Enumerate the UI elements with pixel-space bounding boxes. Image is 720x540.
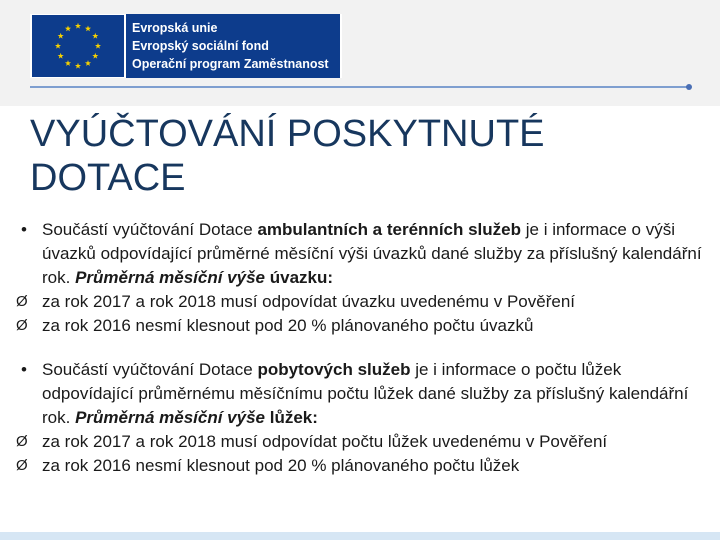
header-band xyxy=(0,0,720,106)
title-line-2: DOTACE xyxy=(30,157,186,199)
eu-star-icon xyxy=(55,43,61,49)
p2-text-b: je i informace o počtu lůžek odpovídající průměrnému měsíčnímu počtu lůžek dané služby za příslušný kalendářní rok. xyxy=(42,360,689,427)
paragraph-residential xyxy=(14,358,704,430)
logo-line-eu: Evropská unie xyxy=(132,21,218,35)
bullet-icon: • xyxy=(21,220,27,239)
eu-star-icon xyxy=(65,25,71,31)
page-title xyxy=(30,112,670,200)
arrow-bullet-icon: Ø xyxy=(16,317,28,334)
p2-text-a: Součástí vyúčtování Dotace xyxy=(42,360,258,379)
eu-star-icon xyxy=(65,60,71,66)
sub-item-2016 xyxy=(14,454,704,478)
sub-item-2017-2018 xyxy=(14,430,704,454)
p1-text-a: Součástí vyúčtování Dotace xyxy=(42,220,258,239)
arrow-bullet-icon: Ø xyxy=(16,457,28,474)
p2-bold-a: pobytových služeb xyxy=(257,360,411,379)
divider-dot xyxy=(686,84,692,90)
header-divider xyxy=(30,86,690,88)
eu-star-icon xyxy=(75,63,81,69)
eu-star-icon xyxy=(58,53,64,59)
bullet-icon: • xyxy=(21,360,27,379)
arrow-bullet-icon: Ø xyxy=(16,433,28,450)
logo-line-esf: Evropský sociální fond xyxy=(132,39,269,53)
title-line-1: VYÚČTOVÁNÍ POSKYTNUTÉ xyxy=(30,113,545,155)
p1-text-b: je i informace o výši úvazků odpovídající průměrné měsíční výši úvazků dané služby za příslušný kalendářní rok. xyxy=(42,220,702,287)
p2-sub1: za rok 2017 a rok 2018 musí odpovídat počtu lůžek uvedenému v Pověření xyxy=(42,432,608,451)
slide-content xyxy=(14,218,704,478)
eu-star-icon xyxy=(85,25,91,31)
eu-flag-icon xyxy=(32,15,124,77)
p1-sub2: za rok 2016 nesmí klesnout pod 20 % plánovaného počtu úvazků xyxy=(42,316,534,335)
sub-item-2016 xyxy=(14,314,704,338)
arrow-bullet-icon: Ø xyxy=(16,293,28,310)
p1-bold-a: ambulantních a terénních služeb xyxy=(257,220,522,239)
eu-star-icon xyxy=(58,33,64,39)
eu-star-icon xyxy=(92,53,98,59)
sub-item-2017-2018 xyxy=(14,290,704,314)
eu-star-icon xyxy=(85,60,91,66)
logo-line-program: Operační program Zaměstnanost xyxy=(132,57,329,71)
p1-bold-italic: Průměrná měsíční výše xyxy=(75,268,266,287)
eu-logo xyxy=(30,14,342,78)
p1-sub1: za rok 2017 a rok 2018 musí odpovídat úvazku uvedenému v Pověření xyxy=(42,292,575,311)
eu-star-icon xyxy=(95,43,101,49)
eu-star-icon xyxy=(92,33,98,39)
paragraph-ambulatory xyxy=(14,218,704,290)
footer-strip xyxy=(0,532,720,540)
p2-sub2: za rok 2016 nesmí klesnout pod 20 % plánovaného počtu lůžek xyxy=(42,456,520,475)
eu-logo-text xyxy=(126,14,340,78)
p1-bold-b: úvazku: xyxy=(265,268,334,287)
p2-bold-b: lůžek: xyxy=(265,408,318,427)
eu-star-icon xyxy=(75,23,81,29)
p2-bold-italic: Průměrná měsíční výše xyxy=(75,408,266,427)
